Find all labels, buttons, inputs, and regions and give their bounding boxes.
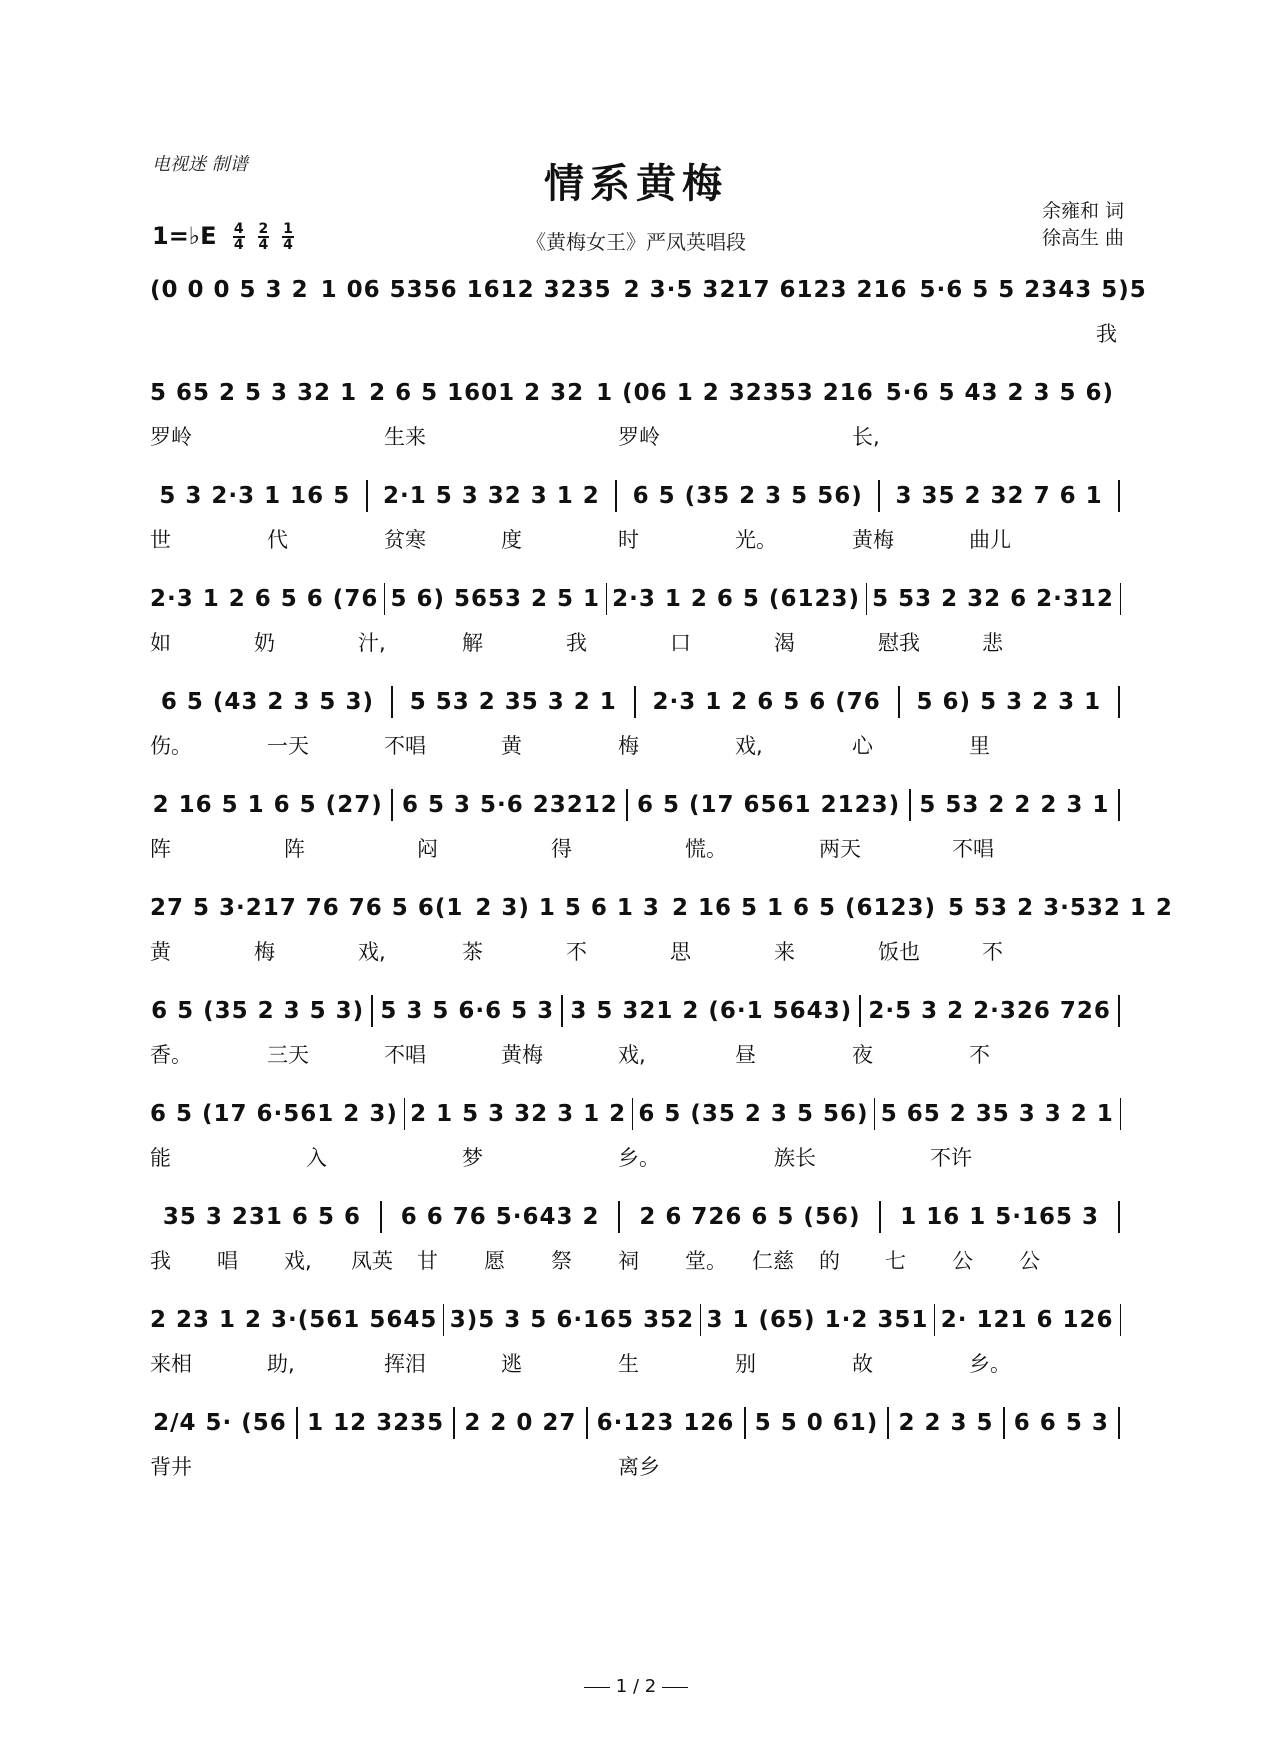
lyric-syllable: 贫寒 [384, 528, 426, 552]
time-signatures [229, 222, 298, 252]
notation-line [150, 785, 1126, 825]
lyric-syllable: 慰我 [878, 631, 920, 655]
lyric-syllable: 得 [551, 837, 572, 861]
lyric-syllable: 别 [735, 1352, 756, 1376]
measure: 3 1 (65) 1·2 351 [706, 1307, 929, 1333]
measure: 5 53 2 2 2 3 1 [919, 792, 1110, 818]
lyric-syllable: 两天 [819, 837, 861, 861]
lyric-syllable: 故 [852, 1352, 873, 1376]
lyric-syllable: 悲 [982, 631, 1003, 655]
lyric-syllable: 戏, [358, 940, 386, 964]
lyric-syllable: 来相 [150, 1352, 192, 1376]
lyric-syllable: 乡。 [618, 1146, 660, 1170]
barline [744, 1407, 746, 1439]
barline [1003, 1407, 1005, 1439]
measure: 5 53 2 3·532 1 2 [948, 895, 1173, 921]
measure: 5 3 5 6·6 5 3 [380, 998, 555, 1024]
lyric-syllable: 来 [774, 940, 795, 964]
lyric-syllable: 离乡 [618, 1455, 660, 1479]
lyric-syllable: 长, [852, 425, 880, 449]
barline [887, 1407, 889, 1439]
notation-line [150, 1197, 1126, 1237]
notation-system [150, 682, 1126, 792]
lyric-syllable: 度 [501, 528, 522, 552]
notation-system [150, 991, 1126, 1101]
lyric-syllable: 愿 [484, 1249, 505, 1273]
lyric-syllable: 代 [267, 528, 288, 552]
barline [1118, 1407, 1120, 1439]
lyric-syllable: 我 [1096, 322, 1117, 346]
lyric-line [150, 524, 1126, 552]
lyric-syllable: 茶 [462, 940, 483, 964]
lyric-syllable: 伤。 [150, 734, 192, 758]
song-title: 情系黄梅 [544, 160, 728, 207]
author-credits [1042, 198, 1124, 252]
lyric-syllable: 七 [885, 1249, 906, 1273]
lyric-syllable: 饭也 [878, 940, 920, 964]
notation-line [150, 682, 1126, 722]
measure: 6 5 3 5·6 23212 [401, 792, 618, 818]
lyric-syllable: 曲儿 [969, 528, 1011, 552]
footer-dash-left [584, 1687, 610, 1688]
measure: 5 6) 5653 2 5 1 [390, 586, 601, 612]
measure: 2/4 5· (56 [153, 1410, 287, 1436]
lyric-syllable: 三天 [267, 1043, 309, 1067]
measure: 5 53 2 32 6 2·312 [872, 586, 1114, 612]
measure: 3)5 3 5 6·165 352 [449, 1307, 695, 1333]
lyric-syllable: 时 [618, 528, 639, 552]
lyric-syllable: 戏, [618, 1043, 646, 1067]
notation-system [150, 476, 1126, 586]
measure: 5·6 5 43 2 3 5 6) [885, 380, 1115, 406]
barline [1118, 686, 1120, 718]
lyric-syllable: 生 [618, 1352, 639, 1376]
notation-line [150, 373, 1126, 413]
lyric-syllable: 罗岭 [618, 425, 660, 449]
lyric-syllable: 不 [969, 1043, 990, 1067]
lyric-syllable: 里 [969, 734, 990, 758]
lyric-syllable: 一天 [267, 734, 309, 758]
lyric-syllable: 背井 [150, 1455, 192, 1479]
lyric-line [150, 1039, 1126, 1067]
measure: 35 3 231 6 5 6 [162, 1204, 361, 1230]
barline [626, 789, 628, 821]
lyric-syllable: 公 [1019, 1249, 1040, 1273]
measure: 2 3) 1 5 6 1 3 [475, 895, 660, 921]
lyric-syllable: 逃 [501, 1352, 522, 1376]
lyric-syllable: 能 [150, 1146, 171, 1170]
measure: 2·3 1 2 6 5 6 (76 [652, 689, 881, 715]
lyric-syllable: 堂。 [685, 1249, 727, 1273]
notation-line [150, 1300, 1126, 1340]
meter-1-4: $\frac{1}{4}$ [283, 221, 293, 253]
lyric-syllable: 的 [819, 1249, 840, 1273]
measure: 1 16 1 5·165 3 [900, 1204, 1100, 1230]
measure: 2·3 1 2 6 5 (6123) [612, 586, 860, 612]
measure: 5 5 0 61) [754, 1410, 879, 1436]
lyric-syllable: 奶 [254, 631, 275, 655]
barline [909, 789, 911, 821]
measure: 6 6 5 3 [1013, 1410, 1109, 1436]
lyric-syllable: 黄 [150, 940, 171, 964]
lyric-syllable: 梅 [254, 940, 275, 964]
measure: 2·5 3 2 2·326 726 [868, 998, 1111, 1024]
notation-system [150, 579, 1126, 689]
lyric-syllable: 夜 [852, 1043, 873, 1067]
measure: 6 5 (17 6561 2123) [637, 792, 901, 818]
measure: 2·3 1 2 6 5 6 (76 [150, 586, 379, 612]
footer-dash-right [662, 1687, 688, 1688]
key-signature [152, 222, 298, 252]
barline [615, 480, 617, 512]
lyric-line [150, 1245, 1126, 1273]
measure: 6 6 76 5·643 2 [400, 1204, 600, 1230]
lyric-syllable: 不唱 [952, 837, 994, 861]
lyricist-credit: 余雍和 词 [1041, 200, 1124, 222]
lyric-syllable: 入 [306, 1146, 327, 1170]
key-label: 1=♭E [152, 222, 217, 250]
lyric-line [150, 1451, 1126, 1479]
lyric-syllable: 凤英 [351, 1249, 393, 1273]
lyric-syllable: 生来 [384, 425, 426, 449]
measure: 5 65 2 5 3 32 1 [150, 380, 358, 406]
lyric-syllable: 挥泪 [384, 1352, 426, 1376]
lyric-line [150, 421, 1126, 449]
notation-system [150, 1094, 1126, 1204]
lyric-syllable: 闷 [417, 837, 438, 861]
composer-credit: 徐高生 曲 [1041, 227, 1124, 249]
barline [878, 480, 880, 512]
lyric-syllable: 梅 [618, 734, 639, 758]
barline [371, 995, 373, 1027]
notation-system [150, 1300, 1126, 1410]
song-subtitle: 《黄梅女王》严凤英唱段 [526, 230, 746, 254]
lyric-syllable: 慌。 [685, 837, 727, 861]
lyric-syllable: 思 [670, 940, 691, 964]
barline [296, 1407, 298, 1439]
measure: 5 3 2·3 1 16 5 [159, 483, 351, 509]
barline [366, 480, 368, 512]
measure: 1 06 5356 1612 3235 [320, 277, 612, 303]
measure: 27 5 3·217 76 76 5 6(1 [150, 895, 464, 921]
lyric-syllable: 口 [670, 631, 691, 655]
measure: 3 5 321 2 (6·1 5643) [570, 998, 853, 1024]
notation-system [150, 888, 1173, 998]
lyric-syllable: 渴 [774, 631, 795, 655]
measure: 1 12 3235 [307, 1410, 445, 1436]
lyric-syllable: 阵 [150, 837, 171, 861]
lyric-syllable: 祭 [551, 1249, 572, 1273]
lyric-syllable: 唱 [217, 1249, 238, 1273]
measure: 2 6 5 1601 2 32 [369, 380, 585, 406]
lyric-line [150, 1142, 1126, 1170]
notation-line [150, 1403, 1126, 1443]
measure: 2 3·5 3217 6123 216 [623, 277, 908, 303]
lyric-syllable: 阵 [284, 837, 305, 861]
measure: 5 53 2 35 3 2 1 [409, 689, 617, 715]
notation-line [150, 270, 1147, 310]
measure: 2· 121 6 126 [940, 1307, 1114, 1333]
notation-line [150, 476, 1126, 516]
measure: 2 23 1 2 3·(561 5645 [150, 1307, 438, 1333]
lyric-syllable: 甘 [417, 1249, 438, 1273]
barline [1118, 789, 1120, 821]
notation-system [150, 1197, 1126, 1307]
measure: 6 5 (35 2 3 5 56) [632, 483, 863, 509]
lyric-line [150, 936, 1126, 964]
page-number: 1 / 2 [615, 1676, 657, 1697]
meter-2-4: $\frac{2}{4}$ [258, 221, 269, 253]
barline [586, 1407, 588, 1439]
lyric-syllable: 黄梅 [852, 528, 894, 552]
barline [1118, 1201, 1120, 1233]
lyric-syllable: 罗岭 [150, 425, 192, 449]
notation-line [150, 1094, 1126, 1134]
lyric-syllable: 不许 [930, 1146, 972, 1170]
barline [453, 1407, 455, 1439]
notation-system [150, 270, 1147, 380]
lyric-syllable: 黄 [501, 734, 522, 758]
measure: 6 5 (35 2 3 5 56) [638, 1101, 869, 1127]
measure: 2 2 0 27 [464, 1410, 577, 1436]
lyric-line [150, 833, 1126, 861]
measure: (0 0 0 5 3 2 [150, 277, 309, 303]
measure: 3 35 2 32 7 6 1 [895, 483, 1103, 509]
measure: 6 5 (43 2 3 5 3) [160, 689, 374, 715]
lyric-syllable: 仁慈 [752, 1249, 794, 1273]
lyric-syllable: 黄梅 [501, 1043, 543, 1067]
lyric-syllable: 我 [150, 1249, 171, 1273]
lyric-syllable: 光。 [735, 528, 777, 552]
notation-line [150, 888, 1173, 928]
measure: 2·1 5 3 32 3 1 2 [383, 483, 600, 509]
lyric-syllable: 乡。 [969, 1352, 1011, 1376]
lyric-syllable: 助, [267, 1352, 295, 1376]
measure: 5 6) 5 3 2 3 1 [916, 689, 1102, 715]
lyric-syllable: 我 [566, 631, 587, 655]
lyric-syllable: 世 [150, 528, 171, 552]
lyric-line [150, 1348, 1126, 1376]
lyric-syllable: 不唱 [384, 734, 426, 758]
lyric-syllable: 如 [150, 631, 171, 655]
lyric-syllable: 戏, [735, 734, 763, 758]
notation-system [150, 373, 1126, 483]
lyric-syllable: 戏, [284, 1249, 312, 1273]
barline [634, 686, 636, 718]
barline [380, 1201, 382, 1233]
barline [618, 1201, 620, 1233]
barline [561, 995, 563, 1027]
barline [391, 789, 393, 821]
measure: 6·123 126 [596, 1410, 735, 1436]
lyric-syllable: 解 [462, 631, 483, 655]
lyric-syllable: 汁, [358, 631, 386, 655]
barline [879, 1201, 881, 1233]
page-footer [0, 1676, 1272, 1697]
source-credit: 电视迷 制谱 [152, 154, 248, 175]
measure: 1 (06 1 2 32353 216 [596, 380, 874, 406]
notation-line [150, 991, 1126, 1031]
barline [1118, 995, 1120, 1027]
barline [1118, 480, 1120, 512]
lyric-syllable: 心 [852, 734, 873, 758]
lyric-line [150, 318, 1126, 346]
measure: 2 16 5 1 6 5 (27) [152, 792, 383, 818]
lyric-syllable: 不唱 [384, 1043, 426, 1067]
lyric-syllable: 昼 [735, 1043, 756, 1067]
barline [898, 686, 900, 718]
measure: 2 2 3 5 [898, 1410, 994, 1436]
lyric-syllable: 香。 [150, 1043, 192, 1067]
measure: 6 5 (17 6·561 2 3) [150, 1101, 398, 1127]
lyric-syllable: 不 [982, 940, 1003, 964]
notation-system [150, 1403, 1126, 1513]
barline [391, 686, 393, 718]
barline [859, 995, 861, 1027]
meter-4-4: $\frac{4}{4}$ [233, 221, 244, 253]
measure: 2 6 726 6 5 (56) [639, 1204, 861, 1230]
lyric-syllable: 公 [952, 1249, 973, 1273]
measure: 2 1 5 3 32 3 1 2 [410, 1101, 627, 1127]
lyric-syllable: 梦 [462, 1146, 483, 1170]
lyric-syllable: 族长 [774, 1146, 816, 1170]
lyric-syllable: 不 [566, 940, 587, 964]
lyric-line [150, 627, 1126, 655]
measure: 5 65 2 35 3 3 2 1 [880, 1101, 1114, 1127]
lyric-syllable: 祠 [618, 1249, 639, 1273]
measure: 2 16 5 1 6 5 (6123) [671, 895, 937, 921]
measure: 5·6 5 5 2343 5)5 [919, 277, 1147, 303]
notation-line [150, 579, 1126, 619]
lyric-line [150, 730, 1126, 758]
notation-system [150, 785, 1126, 895]
measure: 6 5 (35 2 3 5 3) [151, 998, 365, 1024]
